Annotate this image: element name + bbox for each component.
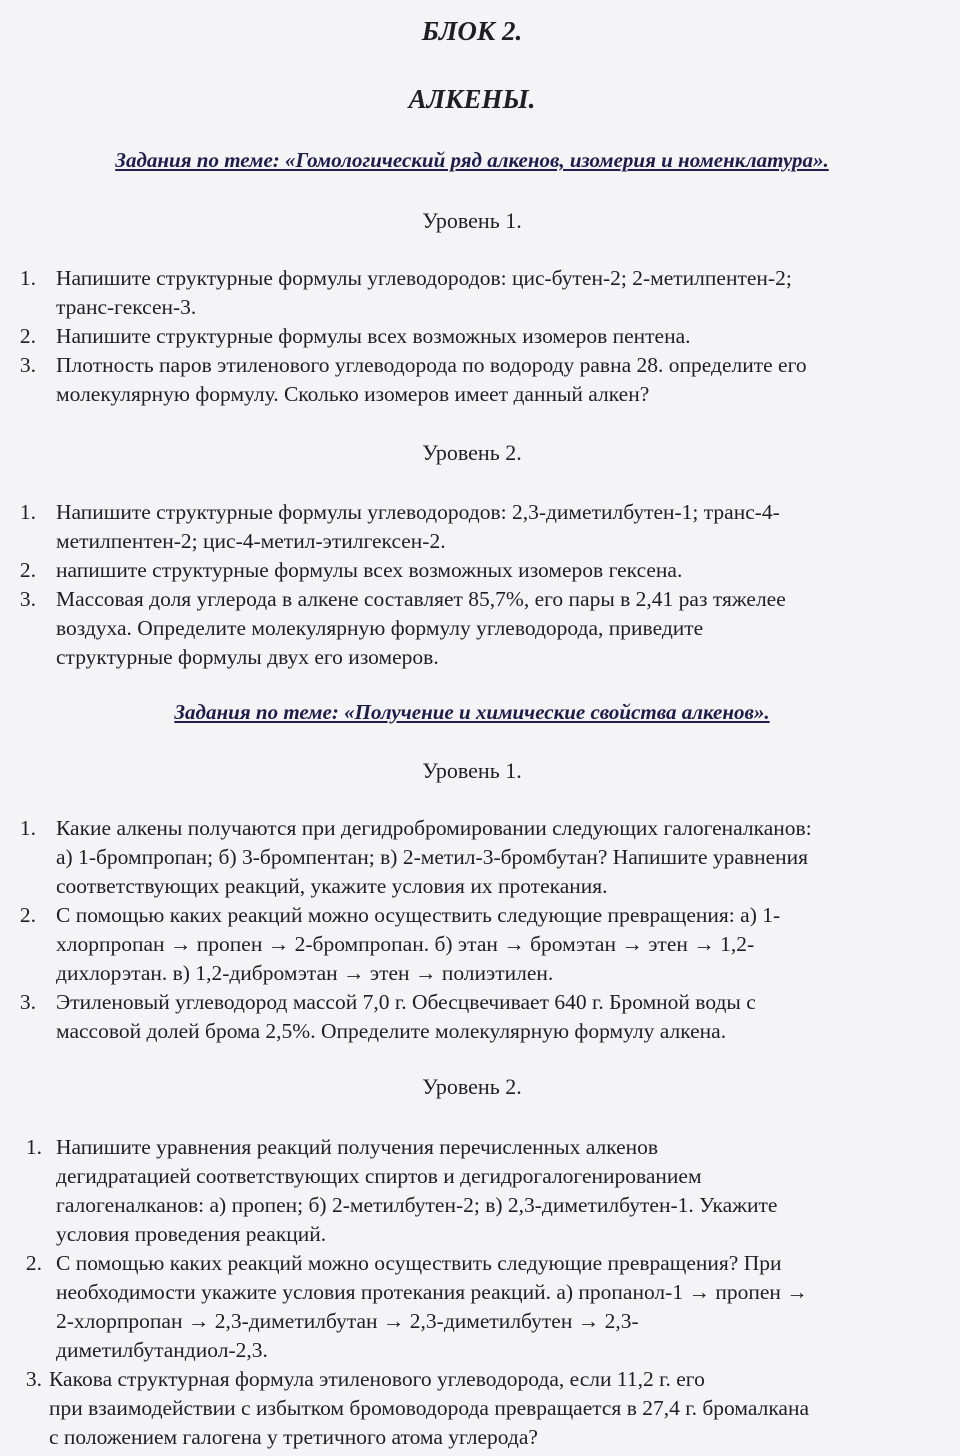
section-title-properties: Задания по теме: «Получение и химические свойства алкенов». <box>174 700 770 724</box>
task-number: 3. <box>25 1367 42 1391</box>
level-heading: Уровень 2. <box>422 1074 522 1099</box>
task-number: 3. <box>19 587 36 611</box>
task-text: Какова структурная формула этиленового углеводорода, если 11,2 г. его при взаимодействии с избытком бромоводорода превращается в 27,4 г. бромалкана с положением галогена у третичного атома углерода? <box>49 1367 810 1449</box>
task-number: 2. <box>19 903 36 927</box>
main-title: АЛКЕНЫ. <box>408 84 536 114</box>
level-heading: Уровень 1. <box>422 758 522 783</box>
level-heading: Уровень 2. <box>422 440 522 465</box>
task-number: 2. <box>25 1251 42 1275</box>
task-item <box>0 556 946 585</box>
task-item <box>0 901 946 988</box>
level-heading: Уровень 1. <box>422 208 522 233</box>
task-item <box>0 351 946 409</box>
task-text: Напишите структурные формулы углеводородов: цис-бутен-2; 2-метилпентен-2; транс-гексен-3. <box>56 266 792 319</box>
task-list <box>0 264 946 409</box>
task-number: 2. <box>19 324 36 348</box>
task-item <box>0 498 946 556</box>
task-text: С помощью каких реакций можно осуществить следующие превращения? При необходимости укажите условия протекания реакций. а) пропанол-1 → пропен → 2-хлорпропан → 2,3-диметилбутан → 2,3-диметилбутен → 2,3- диметилбутандиол-2,3. <box>56 1251 808 1362</box>
task-item <box>0 814 946 901</box>
task-text: Какие алкены получаются при дегидробромировании следующих галогеналканов: а) 1-бромпропан; б) 3-бромпентан; в) 2-метил-3-бромбутан? Напишите уравнения соответствующих реакций, укажите условия их протекания. <box>56 816 812 898</box>
task-number: 1. <box>19 816 36 840</box>
task-item <box>0 585 946 672</box>
task-text: Напишите структурные формулы всех возможных изомеров пентена. <box>56 324 691 348</box>
task-number: 1. <box>19 500 36 524</box>
task-text: Массовая доля углерода в алкене составляет 85,7%, его пары в 2,41 раз тяжелее воздуха. Определите молекулярную формулу углеводорода, приведите структурные формулы двух его изомеров. <box>56 587 786 669</box>
task-text: Плотность паров этиленового углеводорода по водороду равна 28. определите его молекулярную формулу. Сколько изомеров имеет данный алкен? <box>56 353 807 406</box>
task-number: 3. <box>19 990 36 1014</box>
task-list <box>0 498 946 672</box>
task-text: напишите структурные формулы всех возможных изомеров гексена. <box>56 558 683 582</box>
task-text: С помощью каких реакций можно осуществить следующие превращения: а) 1- хлорпропан → пропен → 2-бромпропан. б) этан → бромэтан → этен → 1,2- дихлорэтан. в) 1,2-дибромэтан → этен → полиэтилен. <box>56 903 781 985</box>
task-item <box>0 264 946 322</box>
task-item <box>0 1133 946 1249</box>
task-item <box>0 1249 946 1365</box>
task-item <box>0 322 946 351</box>
task-list <box>0 1133 946 1452</box>
task-number: 3. <box>19 353 36 377</box>
task-item <box>0 988 946 1046</box>
section-title-isomerism: Задания по теме: «Гомологический ряд алкенов, изомерия и номенклатура». <box>115 148 829 172</box>
task-list <box>0 814 946 1046</box>
task-number: 1. <box>25 1135 42 1159</box>
task-text: Напишите уравнения реакций получения перечисленных алкенов дегидратацией соответствующих спиртов и дегидрогалогенированием галогеналканов: а) пропен; б) 2-метилбутен-2; в) 2,3-диметилбутен-1. Укажите условия проведения реакций. <box>56 1135 778 1246</box>
block-title: БЛОК 2. <box>421 16 523 46</box>
task-number: 1. <box>19 266 36 290</box>
task-number: 2. <box>19 558 36 582</box>
task-item <box>0 1365 946 1452</box>
task-text: Напишите структурные формулы углеводородов: 2,3-диметилбутен-1; транс-4- метилпентен-2; цис-4-метил-этилгексен-2. <box>56 500 780 553</box>
task-text: Этиленовый углеводород массой 7,0 г. Обесцвечивает 640 г. Бромной воды с массовой долей брома 2,5%. Определите молекулярную формулу алкена. <box>56 990 756 1043</box>
